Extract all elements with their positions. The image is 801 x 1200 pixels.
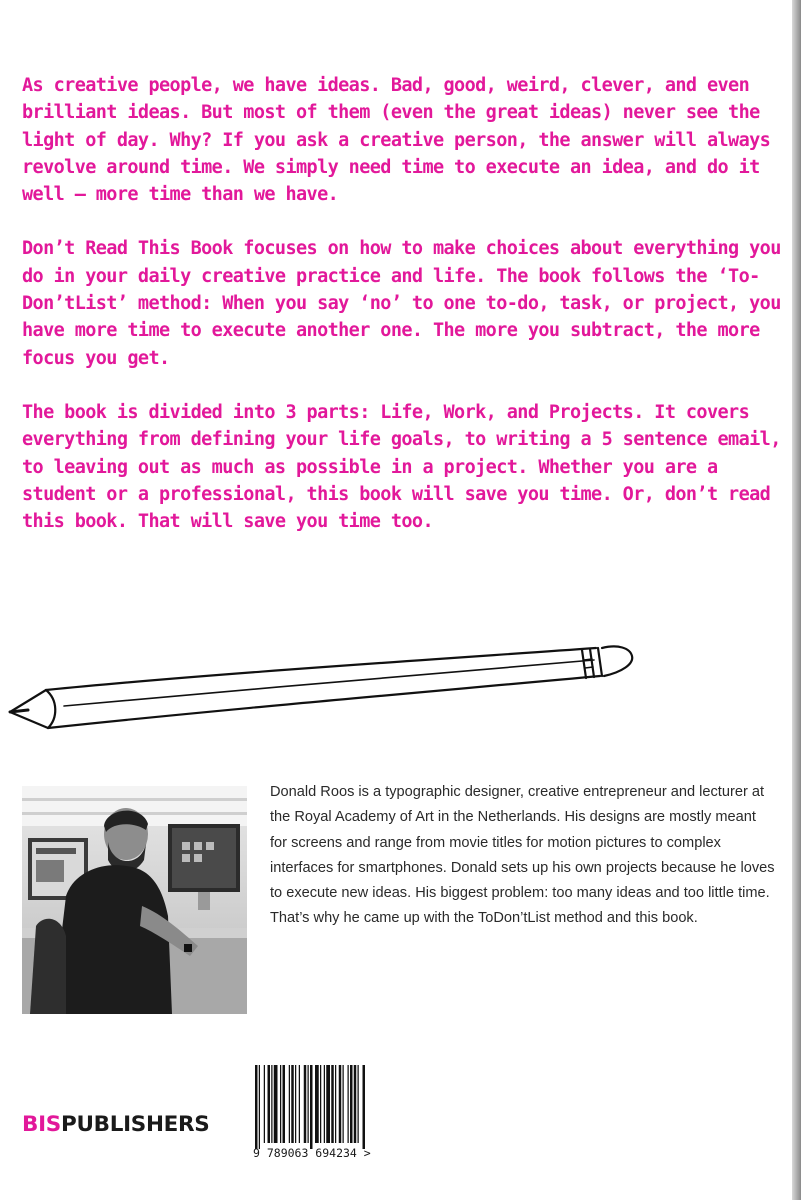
author-bio-text: Donald Roos is a typographic designer, creative entrepreneur and lecturer at the Royal Academy of Art in the Netherlands. His designs are mostly meant for screens and range from movie titles for motion pictures to complex interfaces for smartphones. Donald sets up his own projects because he loves to execute new ideas. His biggest problem: too many ideas and too little time. That’s why he came up with the ToDon’tList method and this book. [270,784,775,927]
barcode-bar [354,1065,357,1143]
barcode-bar [335,1065,336,1143]
author-photo [22,786,247,1014]
barcode-bar [274,1065,278,1143]
blurb-text [22,72,792,562]
barcode-bar [339,1065,342,1143]
barcode-bar [358,1065,359,1143]
barcode-bar [348,1065,349,1143]
barcode-bar [271,1065,272,1143]
barcode-bar [331,1065,334,1143]
barcode-bar [268,1065,271,1143]
isbn-digits: 9 789063 694234 [253,1146,357,1160]
barcode-bar [283,1065,286,1143]
barcode-bar [291,1065,294,1143]
publisher-logo-prefix: BIS [22,1112,61,1137]
barcode-bar [304,1065,307,1143]
barcode-bar [363,1065,366,1149]
blurb-paragraph-2: Don’t Read This Book focuses on how to make choices about everything you do in your daily creative practice and life. The book follows the ‘To-Don’tList’ method: When you say ‘no’ to one to-do, task, or project, you have more time to execute another one. The more you subtract, the more focus you get. [22,238,781,369]
barcode-bar [324,1065,325,1143]
author-bio [270,780,775,932]
publisher-logo-suffix: PUBLISHERS [60,1112,210,1137]
barcode-quiet-mark: > [363,1146,371,1160]
barcode-bar [308,1065,309,1143]
barcode-bar [320,1065,321,1143]
barcode-bar [280,1065,281,1143]
isbn-number [253,1146,423,1160]
barcode-bar [315,1065,319,1143]
blurb-paragraph-1: As creative people, we have ideas. Bad, good, weird, clever, and even brilliant ideas. But most of them (even the great ideas) never see the light of day. Why? If you ask a creative person, the answer will always revolve around time. We simply need time to execute an idea, and do it well — more time than we have. [22,75,771,206]
publisher-logo [22,1112,210,1137]
barcode-bar [343,1065,344,1143]
barcode-bar [259,1065,260,1149]
barcode-bar [295,1065,296,1143]
barcode-bar [255,1065,258,1149]
blurb-paragraph-3: The book is divided into 3 parts: Life, Work, and Projects. It covers everything from defining your life goals, to writing a 5 sentence email, to leaving out as much as possible in a project. Whether you are a student or a professional, this book will save you time. Or, don’t read this book. That will save you time too. [22,401,781,533]
barcode-bar [264,1065,265,1143]
barcode-bar [299,1065,300,1143]
barcode-bar [350,1065,353,1143]
barcode-bar [289,1065,290,1143]
author-portrait-icon [22,786,247,1014]
barcode-bar [326,1065,330,1143]
page-edge-shadow [792,0,801,1200]
pencil-illustration [6,630,646,740]
barcode-bar [310,1065,313,1149]
